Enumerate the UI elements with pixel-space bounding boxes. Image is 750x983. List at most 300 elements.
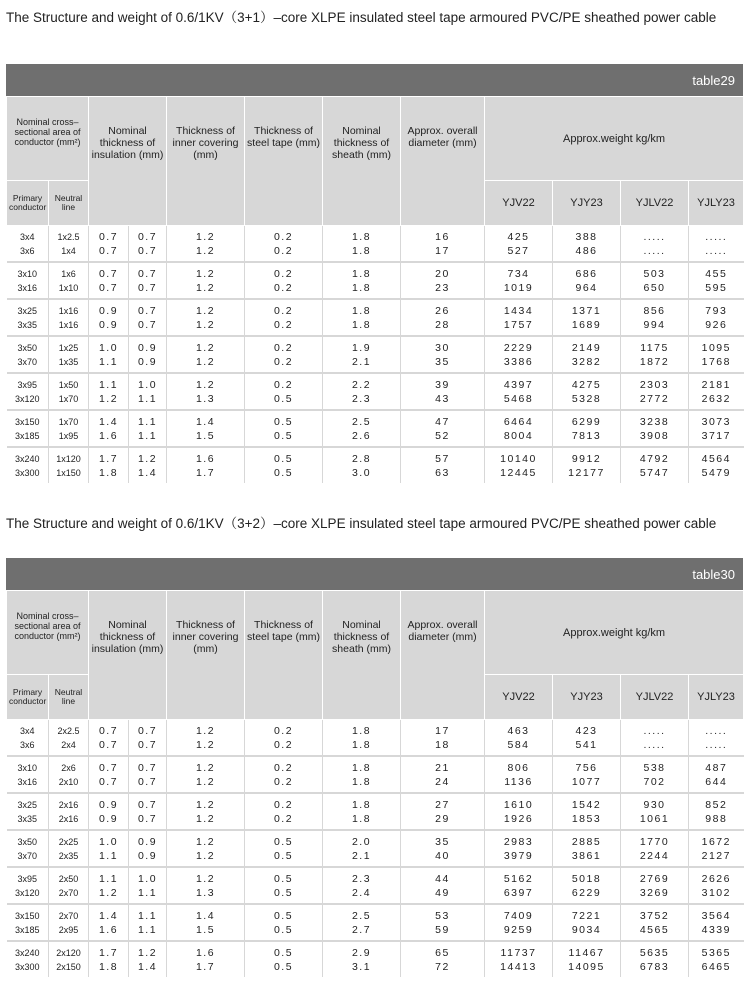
cell-value: 6397 [503,887,534,899]
cell-value: 2181 [701,379,731,391]
cell-value: 0.7 [137,231,158,243]
weight-yjlv22-cell [621,447,689,483]
cell-value: 0.7 [98,739,119,751]
cell-value: 1x16 [58,320,79,330]
primary-conductor-cell [7,720,49,757]
cell-value: 11737 [500,947,537,959]
cell-value: 1.6 [98,430,119,442]
weight-yjy23-cell [553,756,621,793]
table-row [7,336,744,373]
cell-value: 1.2 [195,342,216,354]
cell-value: 0.9 [137,836,158,848]
cell-value: 3x300 [14,468,40,478]
cell-value: 2.0 [351,836,372,848]
cell-value: 1061 [639,813,670,825]
diameter-cell [401,720,485,757]
neutral-line-cell [49,867,89,904]
cell-value: 1.0 [98,836,119,848]
cell-value: 1x16 [58,306,79,316]
insulation-neutral-cell [129,226,167,263]
cell-value: 0.7 [137,799,158,811]
header-row [7,97,744,181]
insulation-primary-cell [89,262,129,299]
cell-value: ..... [705,725,728,737]
cell-value: 1.1 [137,430,158,442]
cell-value: 6783 [639,961,670,973]
cell-value: 734 [507,268,530,280]
weight-yjv22-cell [485,904,553,941]
cell-value: 1.7 [195,467,216,479]
cell-value: 1768 [701,356,731,368]
cell-value: 0.7 [98,268,119,280]
cell-value: 0.2 [273,356,294,368]
cell-value: 538 [643,762,666,774]
cell-value: 1.2 [98,393,119,405]
cell-value: 1019 [503,282,534,294]
sheath-cell [323,867,401,904]
cell-value: 0.5 [273,453,294,465]
weight-yjv22-cell [485,867,553,904]
table-row [7,867,744,904]
cell-value: 52 [435,430,450,442]
cell-value: 0.2 [273,319,294,331]
cell-value: 10140 [500,453,537,465]
cell-value: 1x150 [56,468,81,478]
diameter-cell [401,373,485,410]
cell-value: 1.3 [195,393,216,405]
neutral-line-cell [49,447,89,483]
cell-value: 2.5 [351,416,372,428]
weight-yjy23-cell [553,336,621,373]
sheath-cell [323,904,401,941]
cell-value: 3x6 [19,740,35,750]
cell-value: 0.2 [273,268,294,280]
cell-value: 964 [575,282,598,294]
cell-value: 527 [507,245,530,257]
cell-value: 0.5 [273,947,294,959]
insulation-primary-cell [89,793,129,830]
table-row [7,226,744,263]
cell-value: 57 [435,453,450,465]
table-row [7,299,744,336]
cell-value: 1.8 [351,776,372,788]
neutral-line-cell [49,720,89,757]
cell-value: 2x70 [58,888,79,898]
weight-yjv22-cell [485,793,553,830]
cell-value: 17 [435,725,450,737]
cell-value: 0.7 [137,268,158,280]
cell-value: 5365 [701,947,731,959]
cell-value: 9912 [571,453,602,465]
cell-value: 1.7 [98,947,119,959]
cell-value: 1.2 [195,282,216,294]
cell-value: 1.2 [195,873,216,885]
diameter-cell [401,410,485,447]
insulation-primary-cell [89,299,129,336]
cell-value: 1.2 [137,947,158,959]
cell-value: 11467 [568,947,605,959]
cell-value: 487 [705,762,728,774]
weight-yjly23-cell [689,793,744,830]
cell-value: 1x70 [58,394,79,404]
weight-yjlv22-cell [621,904,689,941]
inner-covering-cell [167,410,245,447]
cell-value: 3979 [503,850,534,862]
cell-value: 0.5 [273,416,294,428]
diameter-header: Approx. overall diameter (mm) [401,97,485,226]
cell-value: 3x70 [17,851,38,861]
cell-value: 9034 [571,924,602,936]
weight-yjy23-cell [553,720,621,757]
weight-yjly23-cell [689,262,744,299]
cell-value: 1.4 [137,467,158,479]
cell-value: 388 [575,231,598,243]
weight-yjv22-cell [485,373,553,410]
cell-value: 0.7 [137,245,158,257]
table-row [7,410,744,447]
cell-value: 3x35 [17,320,38,330]
weight-yjv22-cell [485,299,553,336]
insulation-neutral-cell [129,793,167,830]
cell-value: 1.9 [351,342,372,354]
weight-yjly23-cell [689,373,744,410]
cell-value: 1.4 [195,416,216,428]
sheath-header: Nominal thickness of sheath (mm) [323,97,401,226]
cell-value: 3x300 [14,962,40,972]
cell-value: 1689 [571,319,602,331]
weight-yjly23-cell [689,904,744,941]
cell-value: 595 [705,282,728,294]
cell-value: 53 [435,910,450,922]
cell-value: 35 [435,356,450,368]
cell-value: 0.2 [273,776,294,788]
insulation-primary-cell [89,447,129,483]
cell-value: 0.2 [273,342,294,354]
steel-tape-cell [245,793,323,830]
weight-yjy23-cell [553,830,621,867]
weight-yjv22-cell [485,410,553,447]
cell-value: 2x25 [58,837,79,847]
cell-value: 1.4 [98,910,119,922]
cell-value: 1.8 [351,739,372,751]
insulation-primary-cell [89,410,129,447]
cell-value: 12177 [568,467,605,479]
neutral-line-cell [49,336,89,373]
cell-value: 1.8 [351,231,372,243]
cell-value: 2769 [639,873,670,885]
cell-value: 0.7 [98,282,119,294]
cell-value: 2.1 [351,850,372,862]
cell-value: 0.7 [137,319,158,331]
insulation-neutral-cell [129,336,167,373]
cell-value: 1610 [503,799,534,811]
table-row [7,262,744,299]
cell-value: 3x50 [17,343,38,353]
table-row [7,447,744,483]
cell-value: 0.7 [98,762,119,774]
cell-value: ..... [705,231,728,243]
inner-covering-cell [167,447,245,483]
cell-value: 1.4 [195,910,216,922]
weight-yjy23-cell [553,373,621,410]
cell-value: 4397 [503,379,534,391]
weight-yjy23-cell [553,299,621,336]
cell-value: 463 [507,725,530,737]
primary-conductor-cell [7,299,49,336]
cell-value: 1.8 [98,961,119,973]
cell-value: 3x10 [17,763,38,773]
cell-value: 3x16 [17,283,38,293]
cell-value: 1.8 [351,319,372,331]
weight-yjly23-cell [689,941,744,977]
cell-value: 3x35 [17,814,38,824]
inner-covering-cell [167,299,245,336]
primary-conductor-cell [7,867,49,904]
cell-value: 3x185 [14,431,40,441]
cell-value: 3x120 [14,888,40,898]
cell-value: 1542 [571,799,602,811]
diameter-cell [401,447,485,483]
spec-table [6,590,744,977]
cell-value: 1.6 [195,453,216,465]
cell-value: 2.6 [351,430,372,442]
weight-yjy23-cell [553,226,621,263]
cell-value: 27 [435,799,450,811]
cell-value: 3x16 [17,777,38,787]
cell-value: 425 [507,231,530,243]
insulation-header: Nominal thickness of insulation (mm) [89,591,167,720]
cell-value: 2x150 [56,962,81,972]
cell-value: 3908 [639,430,670,442]
insulation-neutral-cell [129,410,167,447]
cell-value: 28 [435,319,450,331]
cell-value: 39 [435,379,450,391]
cell-value: 0.2 [273,282,294,294]
cell-value: 1.8 [351,762,372,774]
weight-yjly23-cell [689,410,744,447]
cell-value: 6299 [571,416,602,428]
cell-value: 6465 [701,961,731,973]
cell-value: 2229 [503,342,534,354]
cell-value: 1x120 [56,454,81,464]
steel-tape-cell [245,867,323,904]
cell-value: 1.1 [98,850,119,862]
neutral-line-cell [49,941,89,977]
cell-value: 1853 [571,813,602,825]
primary-conductor-cell [7,410,49,447]
diameter-cell [401,941,485,977]
cell-value: 1.1 [137,393,158,405]
cell-value: 72 [435,961,450,973]
cell-value: 1872 [639,356,670,368]
cell-value: 1.2 [195,268,216,280]
header-row [7,591,744,675]
cell-value: 644 [705,776,728,788]
cell-value: 2983 [503,836,534,848]
cell-value: 3102 [701,887,731,899]
cell-value: 2149 [571,342,602,354]
cell-value: 793 [705,305,728,317]
steel-tape-cell [245,410,323,447]
weight-column-header: YJY23 [553,675,621,720]
insulation-primary-cell [89,373,129,410]
cell-value: 9259 [503,924,534,936]
cell-value: 7409 [503,910,534,922]
cell-value: 3x95 [17,874,38,884]
cell-value: 5479 [701,467,731,479]
cell-value: 0.5 [273,467,294,479]
inner-covering-cell [167,830,245,867]
cell-value: 988 [705,813,728,825]
cell-value: 0.5 [273,910,294,922]
diameter-cell [401,299,485,336]
cell-value: 1x4 [61,246,76,256]
cell-value: 0.5 [273,430,294,442]
inner-covering-cell [167,226,245,263]
insulation-primary-cell [89,756,129,793]
diameter-cell [401,756,485,793]
cell-value: 2x95 [58,925,79,935]
cell-value: 1.2 [195,799,216,811]
cell-value: 1.2 [195,379,216,391]
cell-value: 1.8 [351,245,372,257]
cell-value: 4275 [571,379,602,391]
cell-value: 2303 [639,379,670,391]
cell-value: 0.7 [98,776,119,788]
cell-value: 5328 [571,393,602,405]
steel-tape-header: Thickness of steel tape (mm) [245,97,323,226]
cell-value: 3238 [639,416,670,428]
weight-yjv22-cell [485,447,553,483]
cell-value: 1.8 [351,282,372,294]
cell-value: 8004 [503,430,534,442]
cell-value: 3752 [639,910,670,922]
cell-value: 0.5 [273,836,294,848]
cell-value: 5635 [639,947,670,959]
primary-conductor-header: Primary conductor [7,181,49,226]
diameter-cell [401,867,485,904]
cell-value: 3x70 [17,357,38,367]
cell-value: 1095 [701,342,731,354]
weight-yjv22-cell [485,336,553,373]
cell-value: 1.1 [137,924,158,936]
steel-tape-cell [245,756,323,793]
cell-value: 0.7 [137,776,158,788]
cell-value: 4564 [701,453,731,465]
cell-value: 7813 [571,430,602,442]
diameter-cell [401,262,485,299]
cell-value: 0.7 [137,282,158,294]
cell-value: 1757 [503,319,534,331]
cell-value: 1.2 [195,245,216,257]
steel-tape-cell [245,226,323,263]
cell-value: 0.7 [98,725,119,737]
cell-value: 3x150 [14,911,40,921]
weight-yjlv22-cell [621,336,689,373]
cell-value: 0.9 [98,799,119,811]
cell-value: 3386 [503,356,534,368]
cell-value: 2127 [701,850,731,862]
cell-value: 3x150 [14,417,40,427]
cell-value: 1.0 [98,342,119,354]
weight-yjy23-cell [553,447,621,483]
cell-value: 2x16 [58,814,79,824]
cell-value: 3.0 [351,467,372,479]
cell-value: 2x120 [56,948,81,958]
cell-value: 5018 [571,873,602,885]
cell-value: 541 [575,739,598,751]
weight-yjv22-cell [485,756,553,793]
cell-value: 63 [435,467,450,479]
weight-column-header: YJLY23 [689,181,744,226]
table-title: The Structure and weight of 0.6/1KV（3+1）–core XLPE insulated steel tape armoured PVC/PE sheathed power cable [6,10,717,25]
weight-yjy23-cell [553,867,621,904]
cell-value: 47 [435,416,450,428]
steel-tape-cell [245,373,323,410]
cell-value: 7221 [571,910,602,922]
cell-value: 0.2 [273,231,294,243]
cell-value: 3717 [701,430,731,442]
cell-value: 0.2 [273,379,294,391]
weight-column-header: YJLV22 [621,181,689,226]
sheath-cell [323,756,401,793]
insulation-primary-cell [89,941,129,977]
primary-conductor-cell [7,793,49,830]
cell-value: ..... [705,739,728,751]
inner-covering-cell [167,373,245,410]
primary-conductor-cell [7,373,49,410]
weight-yjlv22-cell [621,867,689,904]
cell-value: 2626 [701,873,731,885]
nominal-area-header: Nominal cross–sectional area of conductor (mm²) [7,591,89,675]
sheath-header: Nominal thickness of sheath (mm) [323,591,401,720]
cell-value: 2x70 [58,911,79,921]
table-label-bar [6,64,743,96]
insulation-neutral-cell [129,830,167,867]
cell-value: 0.2 [273,813,294,825]
cell-value: 1.3 [195,887,216,899]
weight-column-header: YJV22 [485,675,553,720]
cell-value: 23 [435,282,450,294]
cell-value: 3282 [571,356,602,368]
cell-value: 65 [435,947,450,959]
cell-value: 3269 [639,887,670,899]
insulation-primary-cell [89,336,129,373]
cell-value: 40 [435,850,450,862]
sheath-cell [323,720,401,757]
steel-tape-cell [245,336,323,373]
steel-tape-cell [245,830,323,867]
cell-value: 2.3 [351,393,372,405]
weight-yjly23-cell [689,447,744,483]
neutral-line-header: Neutral line [49,675,89,720]
primary-conductor-cell [7,226,49,263]
cell-value: 2885 [571,836,602,848]
cell-value: 1.8 [98,467,119,479]
cell-value: 3x4 [19,232,35,242]
insulation-primary-cell [89,904,129,941]
cell-value: 0.7 [98,245,119,257]
diameter-header: Approx. overall diameter (mm) [401,591,485,720]
cell-value: 5162 [503,873,534,885]
cell-value: 1.5 [195,430,216,442]
cell-value: 1.6 [98,924,119,936]
inner-covering-cell [167,867,245,904]
weight-yjly23-cell [689,830,744,867]
cell-value: 1.7 [195,961,216,973]
cell-value: 650 [643,282,666,294]
cell-value: 1.8 [351,799,372,811]
